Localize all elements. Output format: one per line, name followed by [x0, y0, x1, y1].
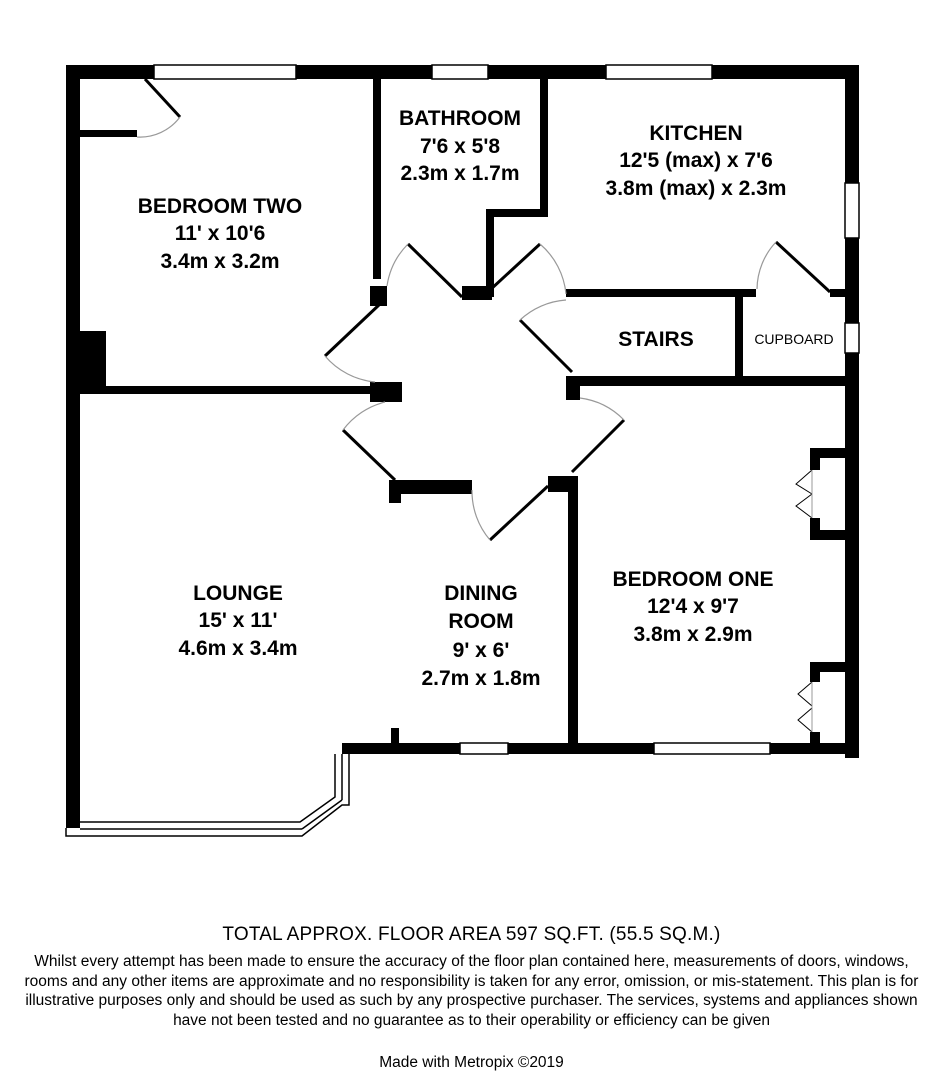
lounge-metric: 4.6m x 3.4m	[178, 637, 298, 660]
dining-metric: 2.7m x 1.8m	[421, 667, 541, 690]
room-labels	[138, 107, 834, 690]
wall-top-mid-a	[296, 65, 432, 79]
dining-name-line2: ROOM	[448, 610, 514, 633]
door-wardrobe-top	[796, 470, 812, 518]
wall-stairs-top-b	[830, 289, 850, 297]
bay-window	[66, 751, 349, 836]
window-bedroom-one	[654, 743, 770, 754]
bathroom-name: BATHROOM	[398, 107, 522, 130]
door-bathroom	[387, 244, 462, 297]
door-stairs	[520, 300, 572, 372]
wall-left	[66, 65, 80, 828]
door-lounge	[343, 402, 395, 480]
wall-bath-kitchen	[540, 79, 548, 216]
wall-hall-post-b	[370, 286, 387, 306]
wall-bath-step-h	[486, 209, 548, 217]
lounge-name: LOUNGE	[193, 582, 283, 605]
door-kitchen	[490, 244, 566, 294]
dining-name-line1: DINING	[444, 582, 518, 605]
wardrobe-top-b	[810, 448, 820, 470]
window-cupboard	[845, 323, 859, 353]
kitchen-metric: 3.8m (max) x 2.3m	[605, 177, 787, 200]
bedroom-one-name: BEDROOM ONE	[612, 568, 774, 591]
stairs-name: STAIRS	[618, 328, 694, 351]
bedroom-one-metric: 3.8m x 2.9m	[633, 623, 753, 646]
bedroom-one-imperial: 12'4 x 9'7	[647, 595, 739, 618]
wall-bed2-stub	[80, 130, 137, 137]
wardrobe-top-d	[810, 518, 820, 540]
window-dining	[460, 743, 508, 754]
wall-stairs-cupboard	[735, 289, 743, 379]
wall-bed2-lounge	[80, 386, 382, 394]
cupboard-name: CUPBOARD	[754, 331, 834, 347]
wardrobe-bot-c	[810, 732, 820, 746]
wall-hall-post-d	[566, 376, 580, 400]
lounge-imperial: 15' x 11'	[198, 609, 278, 632]
wall-top-mid-b	[488, 65, 606, 79]
door-bedroom-two	[325, 304, 380, 382]
metropix-credit: Made with Metropix ©2019	[379, 1054, 564, 1071]
window-bedroom-two	[154, 65, 296, 79]
wall-stairs-bottom	[566, 376, 850, 386]
bedroom-two-imperial: 11' x 10'6	[174, 222, 266, 245]
wardrobe-bot-b	[810, 662, 820, 682]
disclaimer-text: Whilst every attempt has been made to ensure the accuracy of the floor plan contained here, measurements of doors, windows, rooms and any other items are approximate and no responsibility is taken for any error, omission, or mis-statement. This plan is for illustrative purposes only and should be used as such by any prospective purchaser. The services, systems and appliances shown have not been tested and no guarantee as to their operability or efficiency can be given	[24, 953, 919, 1029]
bathroom-imperial: 7'6 x 5'8	[419, 135, 501, 158]
wall-dining-top	[389, 480, 472, 494]
wall-bed2-bath	[373, 79, 381, 279]
wall-right-a	[845, 65, 859, 183]
wall-right-c	[845, 353, 859, 758]
window-kitchen-top	[606, 65, 712, 79]
door-bedroom-two-closet	[137, 79, 180, 137]
bathroom-metric: 2.3m x 1.7m	[400, 162, 520, 185]
wall-lounge-dining-post	[391, 728, 399, 745]
wall-dining-post	[389, 480, 401, 503]
dining-imperial: 9' x 6'	[452, 639, 510, 662]
wall-bottom-b	[508, 743, 654, 754]
kitchen-name: KITCHEN	[649, 122, 743, 145]
door-wardrobe-bottom	[798, 682, 812, 732]
door-bedroom-one	[572, 398, 624, 472]
wall-hall-post-a	[370, 382, 402, 402]
chimney-breast	[66, 331, 106, 391]
wall-right-b	[845, 238, 859, 323]
total-floor-area: TOTAL APPROX. FLOOR AREA 597 SQ.FT. (55.5 SQ.M.)	[222, 924, 721, 945]
wall-hall-post-c	[462, 286, 492, 300]
bedroom-two-name: BEDROOM TWO	[137, 195, 303, 218]
kitchen-imperial: 12'5 (max) x 7'6	[619, 149, 773, 172]
wall-dining-bed1	[568, 476, 578, 746]
wall-bath-step-v	[486, 209, 494, 297]
door-dining	[472, 486, 548, 540]
window-kitchen-side	[845, 183, 859, 238]
wall-bottom-a	[342, 743, 460, 754]
wall-stairs-top	[566, 289, 756, 297]
door-cupboard	[757, 242, 830, 292]
window-bathroom	[432, 65, 488, 79]
bedroom-two-metric: 3.4m x 3.2m	[160, 250, 280, 273]
wall-top-right	[712, 65, 859, 79]
